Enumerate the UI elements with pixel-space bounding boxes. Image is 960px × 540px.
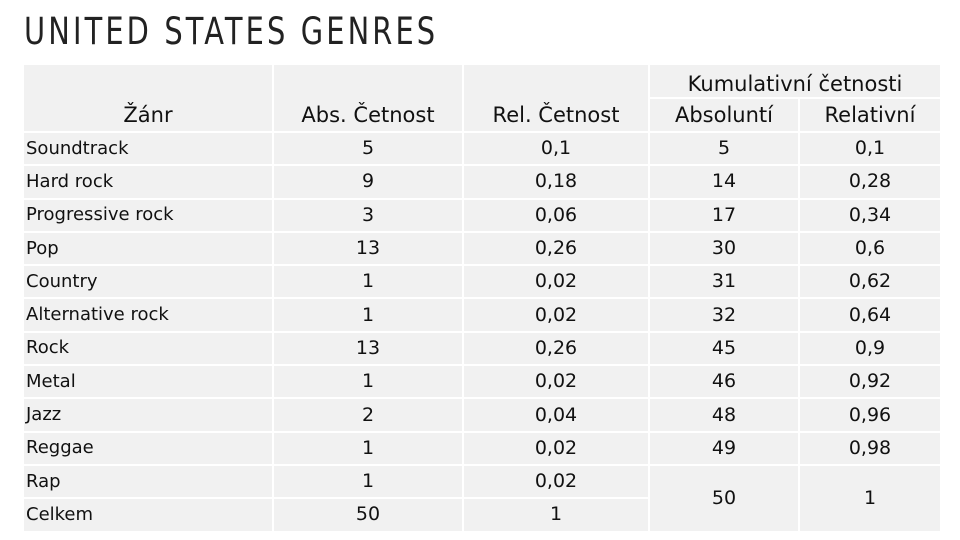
cell-cum-rel: 0,96 [799,398,941,431]
cell-abs: 1 [273,365,463,398]
cell-rel: 0,06 [463,199,649,232]
cell-cum-abs-total: 50 [649,465,799,532]
cell-rel: 0,1 [463,132,649,165]
cell-cum-abs: 30 [649,232,799,265]
cell-rel: 0,02 [463,365,649,398]
cell-cum-rel: 0,92 [799,365,941,398]
cell-genre: Rock [23,332,273,365]
cell-rel: 1 [463,498,649,531]
table-row [23,199,941,232]
cell-cum-rel: 0,62 [799,265,941,298]
cell-genre: Reggae [23,432,273,465]
cell-cum-abs: 32 [649,298,799,331]
header-rel-frequency: Rel. Četnost [463,64,649,132]
header-cumulative-group: Kumulativní četnosti [649,64,941,98]
slide-title: UNITED STATES GENRES [24,10,439,53]
header-cum-absolute: Absoluntí [649,98,799,132]
table-row [23,365,941,398]
cell-abs: 13 [273,332,463,365]
table-row [23,432,941,465]
cell-cum-rel: 0,6 [799,232,941,265]
cell-abs: 1 [273,298,463,331]
frequency-table-wrapper [22,63,940,528]
cell-abs: 1 [273,265,463,298]
cell-cum-rel-total: 1 [799,465,941,532]
cell-abs: 1 [273,432,463,465]
table-row [23,232,941,265]
cell-genre: Progressive rock [23,199,273,232]
table-row [23,132,941,165]
cell-cum-rel: 0,9 [799,332,941,365]
cell-cum-abs: 46 [649,365,799,398]
cell-genre: Metal [23,365,273,398]
table-row [23,265,941,298]
cell-rel: 0,26 [463,232,649,265]
header-cum-relative: Relativní [799,98,941,132]
cell-abs: 5 [273,132,463,165]
cell-rel: 0,02 [463,465,649,498]
cell-abs: 9 [273,165,463,198]
cell-rel: 0,18 [463,165,649,198]
cell-cum-rel: 0,28 [799,165,941,198]
cell-rel: 0,26 [463,332,649,365]
cell-cum-abs: 45 [649,332,799,365]
cell-rel: 0,04 [463,398,649,431]
cell-genre: Celkem [23,498,273,531]
table-row [23,298,941,331]
cell-genre: Alternative rock [23,298,273,331]
cell-abs: 50 [273,498,463,531]
cell-genre: Pop [23,232,273,265]
cell-genre: Rap [23,465,273,498]
cell-rel: 0,02 [463,298,649,331]
cell-abs: 2 [273,398,463,431]
cell-abs: 3 [273,199,463,232]
cell-cum-rel: 0,34 [799,199,941,232]
cell-genre: Jazz [23,398,273,431]
header-genre: Žánr [23,64,273,132]
cell-cum-abs: 31 [649,265,799,298]
frequency-table [22,63,942,533]
header-abs-frequency: Abs. Četnost [273,64,463,132]
table-row [23,398,941,431]
cell-cum-rel: 0,98 [799,432,941,465]
cell-cum-abs: 5 [649,132,799,165]
cell-genre: Hard rock [23,165,273,198]
cell-cum-abs: 17 [649,199,799,232]
cell-genre: Country [23,265,273,298]
cell-cum-abs: 49 [649,432,799,465]
cell-cum-abs: 48 [649,398,799,431]
cell-cum-abs: 14 [649,165,799,198]
cell-genre: Soundtrack [23,132,273,165]
table-row [23,332,941,365]
table-row [23,465,941,498]
cell-abs: 1 [273,465,463,498]
cell-cum-rel: 0,64 [799,298,941,331]
cell-abs: 13 [273,232,463,265]
cell-rel: 0,02 [463,432,649,465]
cell-rel: 0,02 [463,265,649,298]
table-row [23,165,941,198]
cell-cum-rel: 0,1 [799,132,941,165]
